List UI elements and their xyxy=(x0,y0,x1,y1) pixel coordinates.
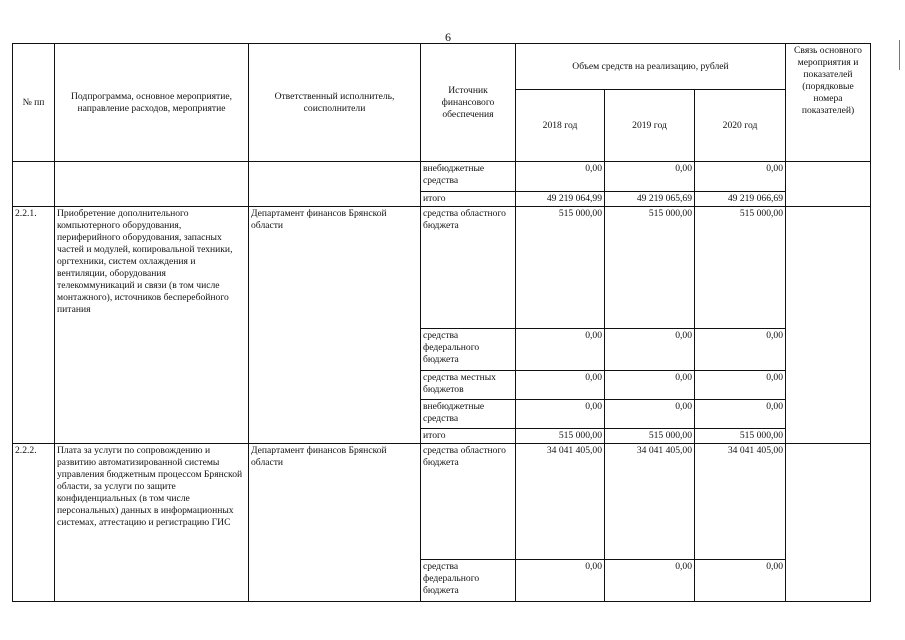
value-2019: 0,00 xyxy=(605,329,695,371)
value-2020: 0,00 xyxy=(695,371,786,400)
header-source: Источник финансового обеспечения xyxy=(421,44,516,162)
value-2020: 515 000,00 xyxy=(695,207,786,329)
header-row-1 xyxy=(13,44,871,90)
header-executor: Ответственный исполнитель, соисполнители xyxy=(249,44,421,162)
value-2019: 0,00 xyxy=(605,162,695,192)
value-2020: 0,00 xyxy=(695,400,786,429)
table-row xyxy=(13,162,871,192)
num-cell: 2.2.2. xyxy=(13,444,55,602)
program-cell: Плата за услуги по сопровождению и развитию автоматизированной системы управления бюджетным процессом Брянской области, за услуги по защите конфиденциальных (в том числе персональных) данных в информационных системах, аттестацию и регистрацию ГИС xyxy=(55,444,249,602)
source-cell: средства областного бюджета xyxy=(421,444,516,560)
num-cell xyxy=(13,162,55,207)
page-number: 6 xyxy=(445,30,451,44)
header-link: Связь основного мероприятия и показателей (порядковые номера показателей) xyxy=(786,44,871,162)
source-cell: средства федерального бюджета xyxy=(421,329,516,371)
value-2018: 0,00 xyxy=(516,560,605,602)
value-2020: 515 000,00 xyxy=(695,429,786,444)
table-row xyxy=(13,207,871,329)
value-2019: 34 041 405,00 xyxy=(605,444,695,560)
value-2020: 34 041 405,00 xyxy=(695,444,786,560)
table-row xyxy=(13,444,871,560)
value-2020: 49 219 066,69 xyxy=(695,192,786,207)
link-cell xyxy=(786,444,871,602)
header-year-2018: 2018 год xyxy=(516,90,605,162)
value-2018: 0,00 xyxy=(516,400,605,429)
source-cell: итого xyxy=(421,429,516,444)
source-cell: итого xyxy=(421,192,516,207)
source-cell: внебюджетные средства xyxy=(421,162,516,192)
executor-cell xyxy=(249,162,421,207)
value-2019: 0,00 xyxy=(605,371,695,400)
link-cell xyxy=(786,162,871,207)
source-cell: средства местных бюджетов xyxy=(421,371,516,400)
source-cell: средства федерального бюджета xyxy=(421,560,516,602)
header-year-2019: 2019 год xyxy=(605,90,695,162)
source-cell: внебюджетные средства xyxy=(421,400,516,429)
value-2018: 34 041 405,00 xyxy=(516,444,605,560)
value-2018: 515 000,00 xyxy=(516,429,605,444)
value-2020: 0,00 xyxy=(695,329,786,371)
value-2019: 49 219 065,69 xyxy=(605,192,695,207)
program-cell: Приобретение дополнительного компьютерного оборудования, периферийного оборудования, запасных частей и модулей, копировальной техники, оргтехники, систем охлаждения и вентиляции, оборудования телекоммуникаций и связи (в том числе монтажного), источников бесперебойного питания xyxy=(55,207,249,444)
executor-cell: Департамент финансов Брянской области xyxy=(249,207,421,444)
budget-table xyxy=(12,43,871,602)
num-cell: 2.2.1. xyxy=(13,207,55,444)
value-2019: 515 000,00 xyxy=(605,207,695,329)
value-2019: 0,00 xyxy=(605,400,695,429)
header-volume: Объем средств на реализацию, рублей xyxy=(516,44,786,90)
value-2018: 49 219 064,99 xyxy=(516,192,605,207)
page-edge-mark xyxy=(899,40,900,70)
value-2018: 515 000,00 xyxy=(516,207,605,329)
value-2020: 0,00 xyxy=(695,560,786,602)
value-2018: 0,00 xyxy=(516,371,605,400)
value-2019: 515 000,00 xyxy=(605,429,695,444)
value-2020: 0,00 xyxy=(695,162,786,192)
value-2018: 0,00 xyxy=(516,162,605,192)
source-cell: средства областного бюджета xyxy=(421,207,516,329)
executor-cell: Департамент финансов Брянской области xyxy=(249,444,421,602)
value-2019: 0,00 xyxy=(605,560,695,602)
value-2018: 0,00 xyxy=(516,329,605,371)
link-cell xyxy=(786,207,871,444)
header-num: № пп xyxy=(13,44,55,162)
program-cell xyxy=(55,162,249,207)
header-program: Подпрограмма, основное мероприятие, направление расходов, мероприятие xyxy=(55,44,249,162)
header-year-2020: 2020 год xyxy=(695,90,786,162)
